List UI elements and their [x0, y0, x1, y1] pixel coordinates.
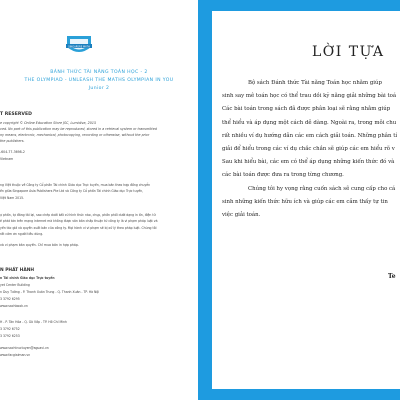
warning-line: và vi phạm bản quyền. Chỉ mua bản in hợp pháp.	[0, 243, 79, 247]
singapore-math-logo	[64, 33, 94, 57]
copyright-line: ny means, electronic, mechanical, photocopying, recording or otherwise, without the prior	[0, 133, 150, 137]
branch-line: 3 3792 6253	[0, 334, 20, 338]
preface-line: sinh say mê toán học có thể trau dồi kỹ năng giải những bài toá	[222, 93, 397, 100]
publisher-line: 3 3792 6295	[0, 297, 20, 301]
isbn: -604-77-3698-2	[0, 150, 25, 154]
book-title-en: THE OLYMPIAD - UNLEASH THE MATHS OLYMPIAN IN YOU	[24, 78, 174, 83]
copyright-line: the publishers.	[0, 139, 25, 143]
left-page	[0, 0, 198, 400]
copyright-line: e copyright © Online Education Store JSC, Lumidiva, 2015	[0, 121, 97, 125]
preface-line: giải để hiểu trong các ví dụ chắc chắn sẽ giúp các em hiểu rõ v	[222, 146, 395, 153]
branch-line: 3 3792 6752	[0, 327, 20, 331]
preface-line: các bài toán được đưa ra trong từng chương.	[222, 172, 344, 179]
law-paragraph	[0, 212, 178, 237]
rights-heading: T RESERVED	[0, 112, 32, 117]
law-line: rất cảm ơn người tiêu dùng.	[0, 231, 44, 236]
preface-signature: Te	[388, 273, 396, 280]
law-line: ự phần, tự đăng tải lại, sao chép dưới bất cứ hình thức nào, chụp, phần phối dưới dạng in ấn, điện tử	[0, 213, 156, 217]
preface-title: LỜI TỰA	[312, 44, 385, 60]
svg-text:SINGAPORE MATH: SINGAPORE MATH	[68, 45, 90, 49]
preface-line: Bộ sách Đánh thức Tài năng Toán học nhằm giúp	[248, 80, 382, 86]
contact-line: www.facgiaiman.vn	[0, 353, 31, 357]
book-level: Junior 2	[88, 86, 110, 91]
preface-line: việc giải toán.	[222, 212, 261, 219]
law-line: yền tác giả và quyền xuất bản của công ty. Mọi hành vi vi phạm sẽ bị xử lý theo pháp luật. Chúng tôi	[0, 225, 157, 230]
publisher-line: yet Center Building	[0, 283, 30, 287]
publisher-line: www.sachbook.vn	[0, 304, 28, 308]
preface-line: Sau khi hiểu bài, các em có thể áp dụng những kiến thức đó và	[222, 159, 395, 166]
publisher-name: n Tài chính Giáo dục Trực tuyến	[0, 276, 55, 280]
preface-line: sinh những kiến thức hữu ích và giúp các em cảm thấy tự tin	[222, 198, 388, 205]
license-paragraph	[0, 182, 178, 201]
publisher-heading: N PHÁT HÀNH	[0, 268, 35, 273]
preface-line: rất nhiều ví dụ hướng dẫn các em cách giải toán. Những phân tí	[222, 132, 398, 139]
publisher-line: n Duy Tường - P. Thanh Xuân Trung - Q. Thanh Xuân - TP. Hà Nội	[0, 290, 100, 294]
license-line: ền giữa Singapore Asia Publishers Pte Ltd và Công ty Cổ phần Tài chính Giáo dục Trực tuyến,	[0, 189, 144, 194]
book-title-vn: BÁNH THỨC TÀI NĂNG TOÁN HỌC - 2	[50, 70, 148, 75]
preface-line: Các bài toán trong sách đã được phân loại sẽ rằng nhằm giúp	[222, 106, 391, 113]
preface-line: Chúng tôi hy vọng rằng cuốn sách sẽ cung cấp cho cá	[248, 185, 396, 192]
law-line: ẻ phát tán trên mạng internet mà không được văn bản chấp thuận từ công ty là vi phạm pháp luật và	[0, 219, 158, 224]
edition: Vietnam	[0, 157, 14, 161]
preface-page	[212, 11, 400, 389]
license-line: Việt Nam 2015.	[0, 195, 25, 200]
branch-line: H - P. Tân Hòa - Q. Gò Vấp - TP. Hồ Chí Minh	[0, 320, 67, 324]
preface-line: thể hiểu và áp dụng một cách dễ dàng. Ngoài ra, trong mỗi chu	[222, 119, 397, 126]
license-line: ng Việt thuộc về Công ty Cổ phần Tài chính Giáo dục Trực tuyến, mua bản theo hợp đồng chuyển	[0, 183, 151, 187]
preface-body	[222, 77, 400, 222]
contact-line: www.sachtructuyen@aguavi.vn	[0, 346, 49, 350]
copyright-line: ved. No part of this publication may be reproduced, stored in a retrieval system or transmitted	[0, 127, 157, 131]
